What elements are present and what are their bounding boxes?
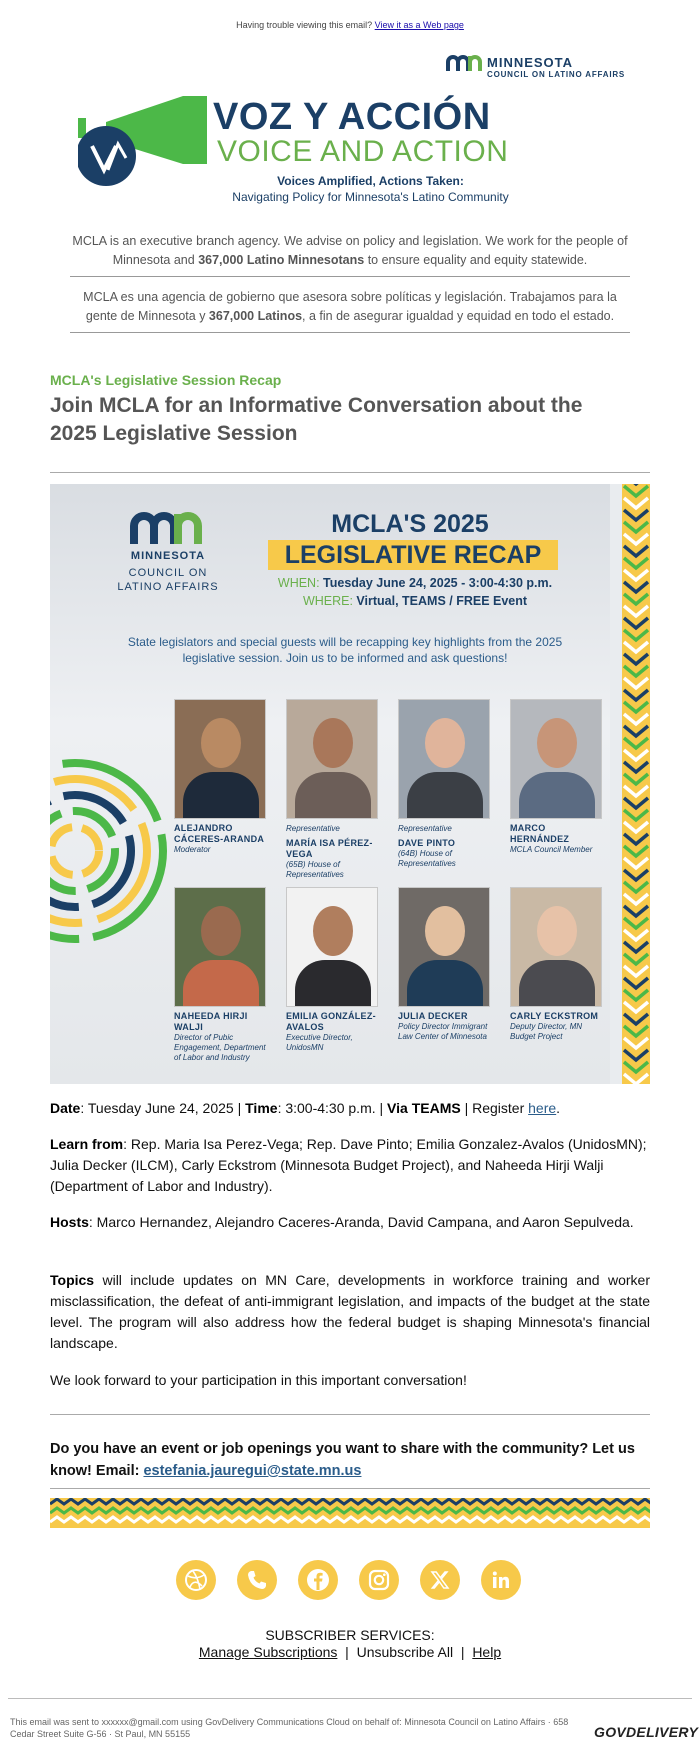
flyer-logo-top: MINNESOTA bbox=[130, 550, 206, 562]
speaker-photo bbox=[510, 887, 602, 1007]
speaker-description: (64B) House of Representatives bbox=[398, 849, 456, 868]
flyer-pattern-stripe bbox=[622, 484, 650, 1084]
instagram-icon[interactable] bbox=[359, 1560, 399, 1600]
legislative-recap-flyer bbox=[50, 484, 650, 1084]
zigzag-pattern-divider bbox=[50, 1498, 650, 1528]
speaker-card bbox=[174, 699, 268, 855]
article-eyebrow: MCLA's Legislative Session Recap bbox=[50, 372, 282, 388]
facebook-icon[interactable] bbox=[298, 1560, 338, 1600]
learn-from-paragraph: Learn from: Rep. Maria Isa Perez-Vega; Rep. Dave Pinto; Emilia Gonzalez-Avalos (UnidosMN); Julia Decker (ILCM), Carly Eckstrom (Minnesota Budget Project), and Naheeda Hirji Walji (Department of Labor and Industry). bbox=[50, 1136, 647, 1194]
mn-logo-icon bbox=[129, 510, 207, 546]
speaker-description: Moderator bbox=[174, 845, 211, 854]
org-name: MINNESOTA bbox=[487, 55, 574, 70]
linkedin-icon[interactable] bbox=[481, 1560, 521, 1600]
banner-tagline-2: Navigating Policy for Minnesota's Latino Community bbox=[232, 190, 509, 204]
phone-icon[interactable] bbox=[237, 1560, 277, 1600]
trouble-viewing-note bbox=[0, 20, 700, 30]
speaker-name: EMILIA GONZÁLEZ-AVALOS bbox=[286, 1011, 376, 1032]
speaker-card bbox=[174, 887, 268, 1063]
govdelivery-logo[interactable]: GOVDELIVERY bbox=[594, 1724, 699, 1740]
concentric-circles-graphic bbox=[50, 756, 170, 946]
social-icons-row bbox=[176, 1560, 524, 1604]
event-date-line: Date: Tuesday June 24, 2025 | Time: 3:00-4:30 p.m. | Via TEAMS | Register here. bbox=[50, 1100, 561, 1116]
trouble-text: Having trouble viewing this email? bbox=[236, 20, 373, 30]
banner-tagline-1: Voices Amplified, Actions Taken: bbox=[277, 174, 464, 188]
speaker-card bbox=[398, 887, 492, 1042]
speaker-name: ALEJANDRO CÁCERES-ARANDA bbox=[174, 823, 265, 844]
banner-title-en: VOICE AND ACTION bbox=[217, 135, 509, 168]
divider bbox=[70, 332, 630, 333]
unsubscribe-all-link[interactable]: Unsubscribe All bbox=[356, 1644, 454, 1660]
speaker-photo bbox=[398, 699, 490, 819]
flyer-logo bbox=[108, 510, 228, 594]
megaphone-icon bbox=[78, 92, 213, 212]
speaker-card bbox=[286, 887, 380, 1053]
voz-y-accion-banner bbox=[78, 92, 528, 212]
speaker-photo bbox=[510, 699, 602, 819]
speaker-card bbox=[510, 699, 604, 855]
speaker-name: JULIA DECKER bbox=[398, 1011, 468, 1021]
speaker-name: MARCO HERNÁNDEZ bbox=[510, 823, 570, 844]
speaker-description: (65B) House of Representatives bbox=[286, 860, 344, 879]
speaker-description: Director of Pubic Engagement, Department of Labor and Industry bbox=[174, 1033, 266, 1062]
intro-spanish: MCLA es una agencia de gobierno que asesora sobre políticas y legislación. Trabajamos para la gente de Minnesota y 367,000 Latinos, a fin de asegurar igualdad y equidad en todo el estado. bbox=[83, 290, 617, 323]
help-link[interactable]: Help bbox=[472, 1644, 502, 1660]
speaker-photo bbox=[174, 887, 266, 1007]
divider bbox=[50, 1488, 650, 1489]
speaker-description: MCLA Council Member bbox=[510, 845, 593, 854]
contact-email-link[interactable]: estefania.jauregui@state.mn.us bbox=[143, 1463, 362, 1479]
speaker-card bbox=[286, 699, 380, 880]
flyer-when: WHEN: Tuesday June 24, 2025 - 3:00-4:30 p.m. bbox=[277, 576, 553, 590]
flyer-logo-sub: COUNCIL ON LATINO AFFAIRS bbox=[117, 567, 219, 593]
x-icon[interactable] bbox=[420, 1560, 460, 1600]
divider bbox=[50, 472, 650, 473]
speaker-photo bbox=[286, 699, 378, 819]
speaker-role: Representative bbox=[286, 824, 340, 833]
flyer-title-line1: MCLA'S 2025 bbox=[331, 510, 489, 538]
speaker-role: Representative bbox=[398, 824, 452, 833]
register-link[interactable]: here bbox=[528, 1100, 557, 1116]
divider bbox=[70, 276, 630, 277]
flyer-description: State legislators and special guests will be recapping key highlights from the 2025 legislative session. Join us to be informed and ask questions! bbox=[127, 635, 563, 665]
subscriber-services-title: SUBSCRIBER SERVICES: bbox=[265, 1627, 435, 1643]
banner-title-es: VOZ Y ACCIÓN bbox=[213, 96, 491, 138]
flyer-title-line2: LEGISLATIVE RECAP bbox=[268, 540, 558, 570]
mn-logo-icon bbox=[446, 54, 484, 72]
subscriber-links: Manage Subscriptions | Unsubscribe All | Help bbox=[198, 1644, 502, 1660]
speaker-name: MARÍA ISA PÉREZ-VEGA bbox=[286, 838, 373, 859]
speaker-description: Policy Director Immigrant Law Center of Minnesota bbox=[398, 1022, 488, 1041]
speaker-photo bbox=[286, 887, 378, 1007]
speaker-photo bbox=[174, 699, 266, 819]
speaker-name: CARLY ECKSTROM bbox=[510, 1011, 599, 1021]
speaker-card bbox=[398, 699, 492, 869]
manage-subscriptions-link[interactable]: Manage Subscriptions bbox=[198, 1644, 338, 1660]
speaker-description: Executive Director, UnidosMN bbox=[286, 1033, 353, 1052]
divider bbox=[50, 1414, 650, 1415]
web-page-link[interactable]: View it as a Web page bbox=[374, 20, 464, 30]
community-call-to-action: Do you have an event or job openings you want to share with the community? Let us know! Email: estefania.jauregui@state.mn.us bbox=[50, 1441, 635, 1479]
topics-paragraph: Topics will include updates on MN Care, developments in workforce training and worker misclassification, the defeat of anti-immigrant legislation, and impacts of the budget at the state level. The program will also address how the federal budget is shaping Minnesota's financial landscape. bbox=[50, 1272, 650, 1351]
hosts-paragraph: Hosts: Marco Hernandez, Alejandro Caceres-Aranda, David Campana, and Aaron Sepulveda. bbox=[50, 1214, 634, 1230]
footer-divider bbox=[8, 1698, 692, 1699]
mcla-header-logo bbox=[446, 52, 626, 82]
org-subtitle: COUNCIL ON LATINO AFFAIRS bbox=[487, 70, 626, 79]
speaker-description: Deputy Director, MN Budget Project bbox=[510, 1022, 583, 1041]
speaker-card bbox=[510, 887, 604, 1042]
dribbble-icon[interactable] bbox=[176, 1560, 216, 1600]
speaker-name: NAHEEDA HIRJI WALJI bbox=[174, 1011, 248, 1032]
speaker-photo bbox=[398, 887, 490, 1007]
footer-disclaimer: This email was sent to xxxxxx@gmail.com using GovDelivery Communications Cloud on behalf of: Minnesota Council on Latino Affairs · 658 Cedar Street Suite G-56 · St Paul, MN 55155 bbox=[10, 1717, 569, 1739]
intro-english: MCLA is an executive branch agency. We advise on policy and legislation. We work for the people of Minnesota and 367,000 Latino Minnesotans to ensure equality and equity statewide. bbox=[72, 234, 628, 267]
closing-paragraph: We look forward to your participation in this important conversation! bbox=[50, 1372, 467, 1388]
flyer-where: WHERE: Virtual, TEAMS / FREE Event bbox=[302, 594, 528, 608]
article-headline: Join MCLA for an Informative Conversation about the 2025 Legislative Session bbox=[50, 394, 583, 445]
speaker-name: DAVE PINTO bbox=[398, 838, 456, 848]
